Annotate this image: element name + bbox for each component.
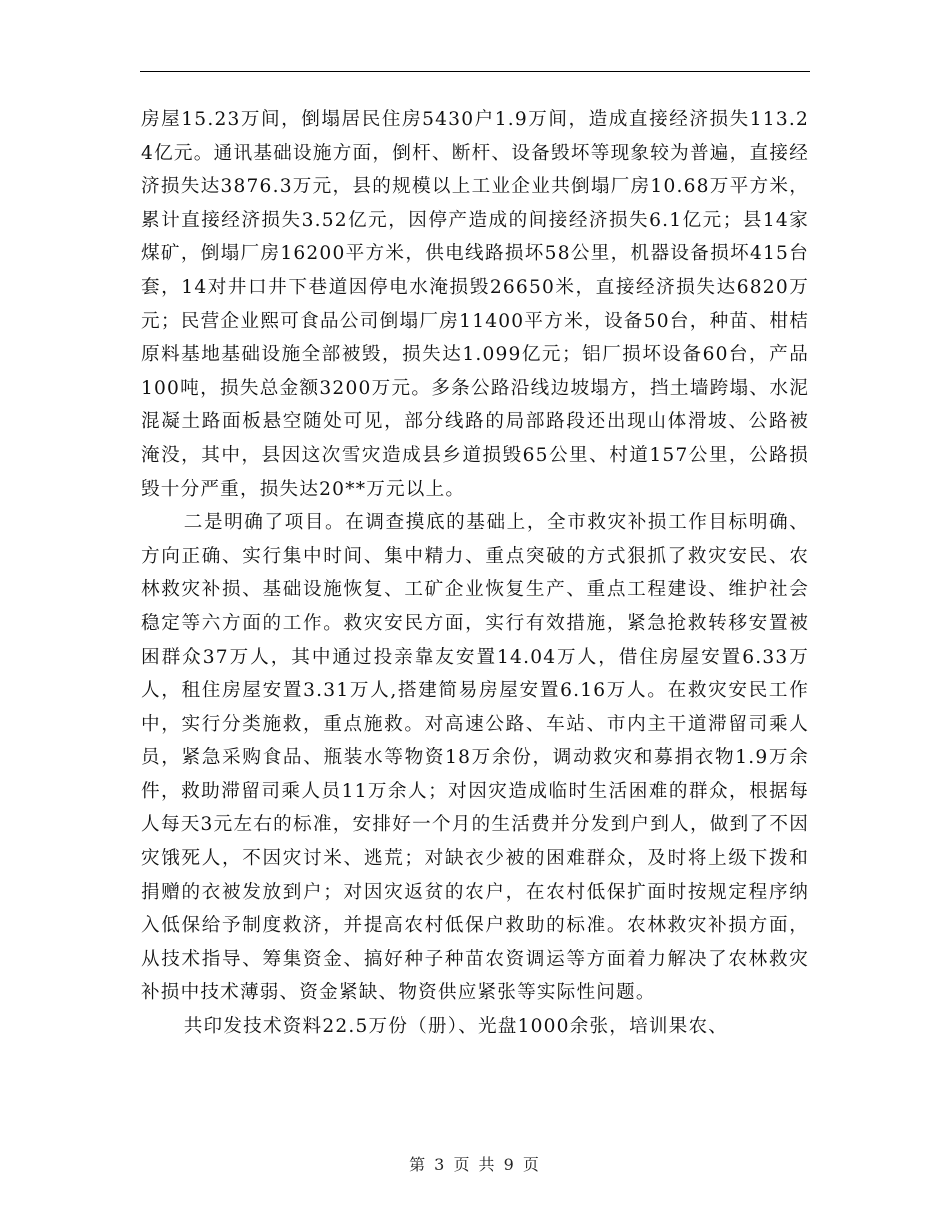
document-body — [141, 103, 809, 1044]
page-number-footer: 第 3 页 共 9 页 — [409, 1155, 541, 1174]
body-paragraph: 房屋15.23万间，倒塌居民住房5430户1.9万间，造成直接经济损失113.24亿元。通讯基础设施方面，倒杆、断杆、设备毁坏等现象较为普遍，直接经济损失达3876.3万元，县的规模以上工业企业共倒塌厂房10.68万平方米，累计直接经济损失3.52亿元，因停产造成的间接经济损失6.1亿元；县14家煤矿，倒塌厂房16200平方米，供电线路损坏58公里，机器设备损坏415台套，14对井口井下巷道因停电水淹损毁26650米，直接经济损失达6820万元；民营企业熙可食品公司倒塌厂房11400平方米，设备50台，种苗、柑桔原料基地基础设施全部被毁，损失达1.099亿元；铝厂损坏设备60台，产品100吨，损失总金额3200万元。多条公路沿线边坡塌方，挡土墙跨塌、水泥混凝土路面板悬空随处可见，部分线路的局部路段还出现山体滑坡、公路被淹没，其中，县因这次雪灾造成县乡道损毁65公里、村道157公里，公路损毁十分严重，损失达20**万元以上。 — [141, 109, 809, 500]
body-paragraph: 二是明确了项目。在调查摸底的基础上，全市救灾补损工作目标明确、方向正确、实行集中时间、集中精力、重点突破的方式狠抓了救灾安民、农林救灾补损、基础设施恢复、工矿企业恢复生产、重点工程建设、维护社会稳定等六方面的工作。救灾安民方面，实行有效措施，紧急抢救转移安置被困群众37万人，其中通过投亲靠友安置14.04万人，借住房屋安置6.33万人，租住房屋安置3.31万人,搭建简易房屋安置6.16万人。在救灾安民工作中，实行分类施救，重点施救。对高速公路、车站、市内主干道滞留司乘人员，紧急采购食品、瓶装水等物资18万余份，调动救灾和募捐衣物1.9万余件，救助滞留司乘人员11万余人；对因灾造成临时生活困难的群众，根据每人每天3元左右的标准，安排好一个月的生活费并分发到户到人，做到了不因灾饿死人，不因灾讨米、逃荒；对缺衣少被的困难群众，及时将上级下拨和捐赠的衣被发放到户；对因灾返贫的农户，在农村低保扩面时按规定程序纳入低保给予制度救济，并提高农村低保户救助的标准。农林救灾补损方面，从技术指导、筹集资金、搞好种子种苗农资调运等方面着力解决了农林救灾补损中技术薄弱、资金紧缺、物资供应紧张等实际性问题。 — [141, 512, 809, 1004]
body-paragraph: 共印发技术资料22.5万份（册）、光盘1000余张，培训果农、 — [183, 1016, 729, 1038]
header-rule — [140, 71, 810, 72]
